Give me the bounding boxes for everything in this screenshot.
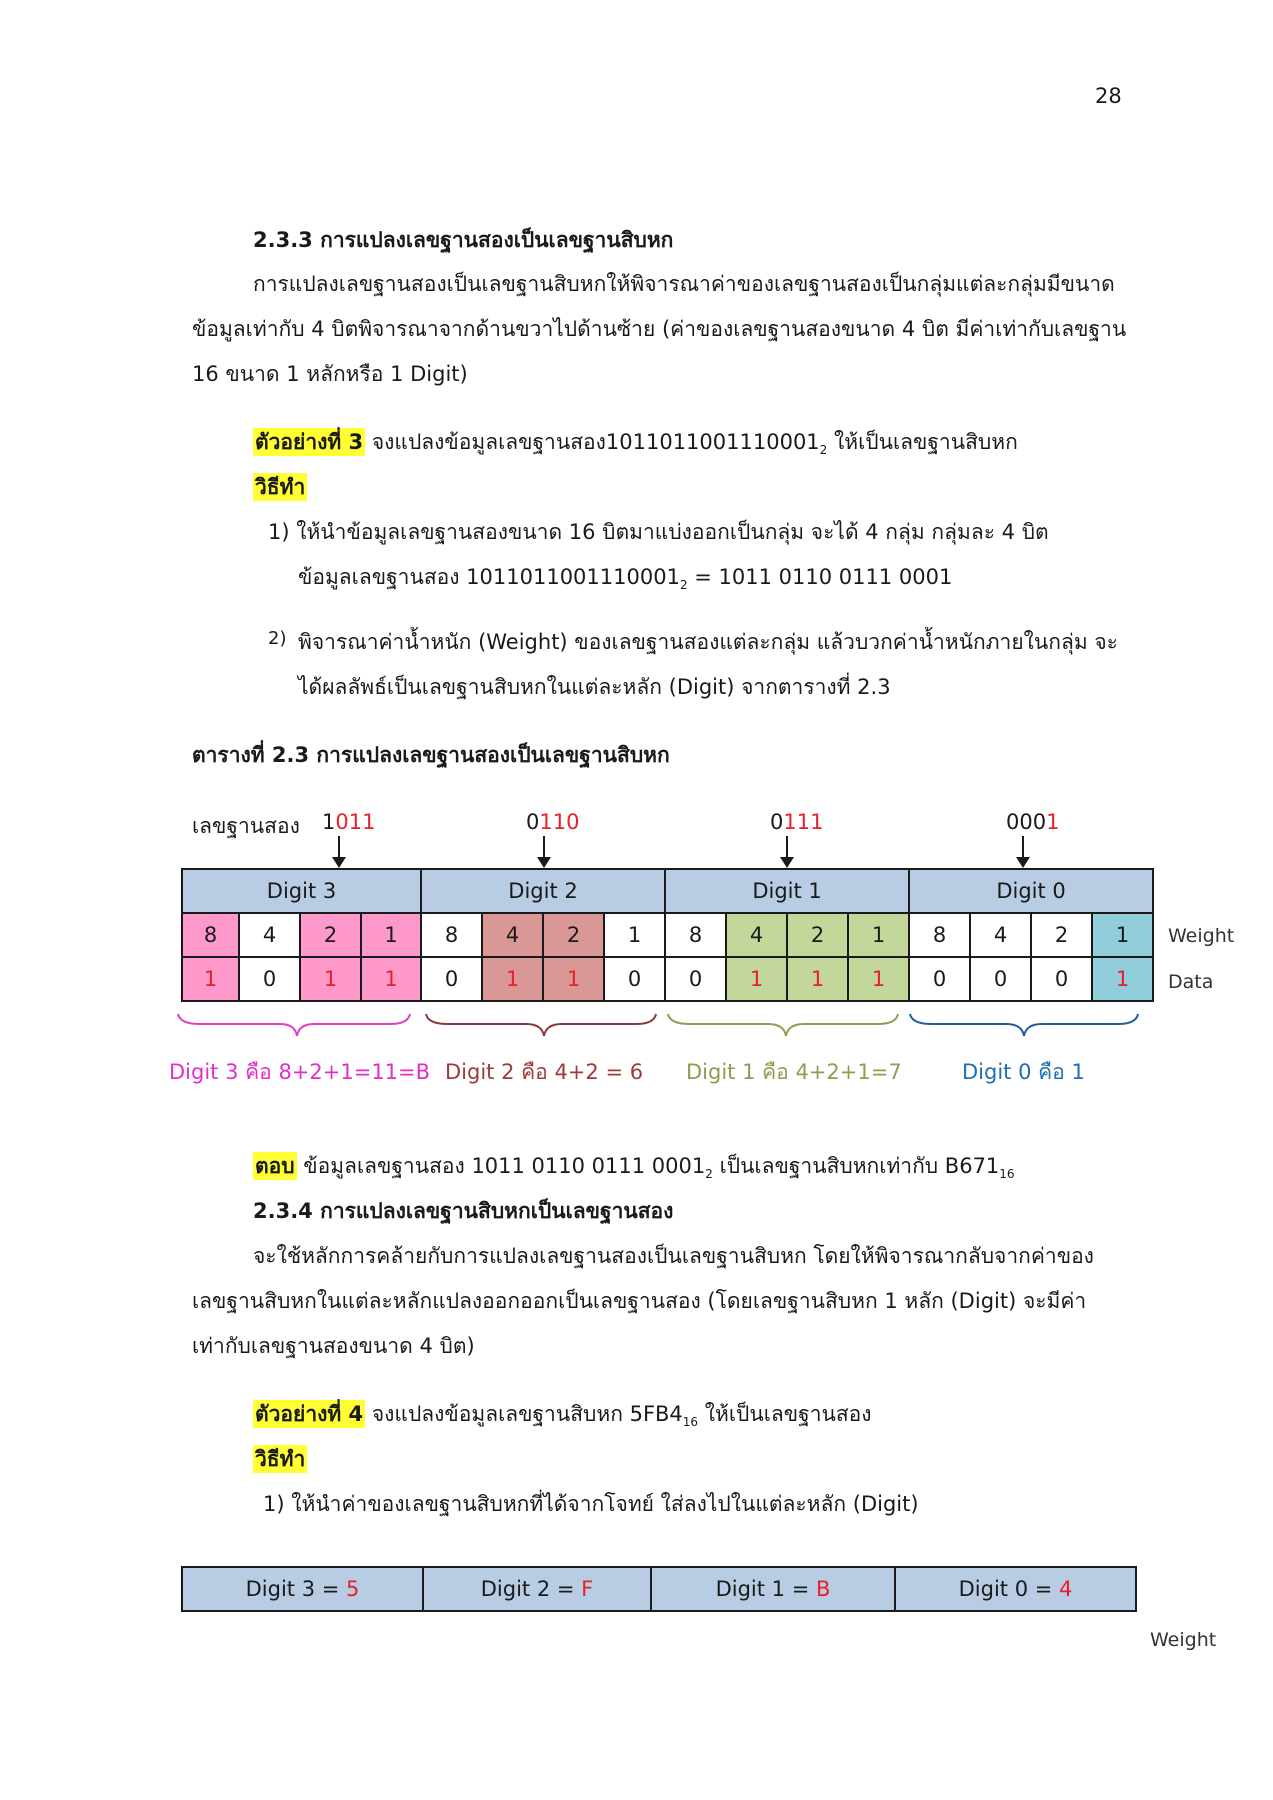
weight-row-label: Weight [1168,925,1235,947]
weight-cell: 1 [361,913,421,957]
hex-digit-cell: Digit 0 = 4 [895,1567,1136,1611]
binary-group-0: 0001 [1006,810,1060,834]
binary-group-3: 1011 [322,810,376,834]
paragraph-line: เลขฐานสิบหกในแต่ละหลักแปลงออกออกเป็นเลขฐานสอง (โดยเลขฐานสิบหก 1 หลัก (Digit) จะมีค่า [192,1289,1087,1313]
weight-cell: 1 [848,913,909,957]
weight-cell: 8 [421,913,482,957]
weight-cell: 1 [604,913,665,957]
sum-digit-1: Digit 1 คือ 4+2+1=7 [686,1060,902,1084]
weight-cell: 2 [543,913,604,957]
group-braces [170,1010,1170,1046]
example-4-line: ตัวอย่างที่ 4 จงแปลงข้อมูลเลขฐานสิบหก $5FB4_{16}$ ให้เป็นเลขฐานสอง [255,1402,872,1430]
down-arrow-icon [543,836,545,866]
section-heading-2-3-3: 2.3.3 การแปลงเลขฐานสองเป็นเลขฐานสิบหก [253,228,674,252]
data-row-label: Data [1168,971,1214,993]
data-cell: 1 [787,957,848,1001]
data-cell: 0 [665,957,726,1001]
hex-digit-row [182,1567,1136,1611]
weight-cell: 4 [482,913,543,957]
hex-digit-table [181,1566,1137,1612]
weight-cell: 8 [665,913,726,957]
method-label: วิธีทำ [255,1447,306,1471]
step-2-number: 2) [268,628,287,649]
weight-cell: 8 [182,913,239,957]
weight-cell: 2 [787,913,848,957]
example-3-line: ตัวอย่างที่ 3 จงแปลงข้อมูลเลขฐานสอง$1011011001110001_2$ ให้เป็นเลขฐานสิบหก [255,430,1018,458]
page-number: 28 [1095,84,1122,108]
step-2-line: ได้ผลลัพธ์เป็นเลขฐานสิบหกในแต่ละหลัก (Digit) จากตารางที่ 2.3 [298,675,891,699]
sum-digit-3: Digit 3 คือ 8+2+1=11=B [169,1060,431,1084]
data-cell: 0 [239,957,300,1001]
step-2-line: พิจารณาค่าน้ำหนัก (Weight) ของเลขฐานสองแต่ละกลุ่ม แล้วบวกค่าน้ำหนักภายในกลุ่ม จะ [298,630,1118,654]
paragraph-line: 16 ขนาด 1 หลักหรือ 1 Digit) [192,362,468,386]
digit-head: Digit 3 [182,869,421,913]
digit-header-row [182,869,1153,913]
method-label: วิธีทำ [255,475,306,499]
paragraph-line: การแปลงเลขฐานสองเป็นเลขฐานสิบหกให้พิจารณาค่าของเลขฐานสองเป็นกลุ่มแต่ละกลุ่มมีขนาด [253,272,1115,296]
weight-cell: 8 [909,913,970,957]
hex-digit-cell: Digit 3 = 5 [182,1567,423,1611]
brace-digit-0 [910,1014,1138,1036]
step-1-line: 1) ให้นำค่าของเลขฐานสิบหกที่ได้จากโจทย์ ใส่ลงไปในแต่ละหลัก (Digit) [263,1492,919,1516]
data-cell: 1 [182,957,239,1001]
data-cell: 0 [970,957,1031,1001]
answer-line: ตอบ ข้อมูลเลขฐานสอง 1011 0110 0111 $0001_2$ เป็นเลขฐานสิบหกเท่ากับ $B671_{16}$ [255,1154,1015,1182]
down-arrow-icon [1022,836,1024,866]
sum-digit-2: Digit 2 คือ 4+2 = 6 [445,1060,644,1084]
weight-cell: 2 [1031,913,1092,957]
weight-cell: 4 [970,913,1031,957]
weight-cell: 1 [1092,913,1153,957]
digit-head: Digit 1 [665,869,909,913]
data-cell: 1 [1092,957,1153,1001]
weight-label: Weight [1150,1629,1217,1651]
brace-digit-1 [668,1014,898,1036]
data-cell: 0 [604,957,665,1001]
binary-group-2: 0110 [526,810,580,834]
paragraph-line: เท่ากับเลขฐานสองขนาด 4 บิต) [192,1334,475,1358]
brace-digit-3 [178,1014,410,1036]
answer-label: ตอบ [255,1154,295,1178]
data-row [182,957,1153,1001]
data-cell: 1 [726,957,787,1001]
example-3-label: ตัวอย่างที่ 3 [255,430,364,454]
data-cell: 1 [361,957,421,1001]
hex-digit-cell: Digit 2 = F [423,1567,651,1611]
digit-head: Digit 2 [421,869,665,913]
data-cell: 1 [848,957,909,1001]
table-caption: ตารางที่ 2.3 การแปลงเลขฐานสองเป็นเลขฐานสิบหก [192,743,670,767]
data-cell: 1 [300,957,361,1001]
weight-data-table [181,868,1154,1002]
digit-head: Digit 0 [909,869,1153,913]
data-cell: 0 [909,957,970,1001]
weight-cell: 4 [239,913,300,957]
weight-row [182,913,1153,957]
down-arrow-icon [338,836,340,866]
data-cell: 0 [1031,957,1092,1001]
data-cell: 0 [421,957,482,1001]
step-1-binary-groups: ข้อมูลเลขฐานสอง $1011011001110001_2 = 1011$ 0110 0111 0001 [298,565,953,593]
data-cell: 1 [482,957,543,1001]
binary-group-1: 0111 [770,810,824,834]
binary-label: เลขฐานสอง [192,814,300,838]
brace-digit-2 [426,1014,656,1036]
sum-digit-0: Digit 0 คือ 1 [962,1060,1085,1084]
data-cell: 1 [543,957,604,1001]
down-arrow-icon [786,836,788,866]
paragraph-line: ข้อมูลเท่ากับ 4 บิตพิจารณาจากด้านขวาไปด้านซ้าย (ค่าของเลขฐานสองขนาด 4 บิต มีค่าเท่ากับเลขฐาน [192,317,1127,341]
weight-cell: 4 [726,913,787,957]
section-heading-2-3-4: 2.3.4 การแปลงเลขฐานสิบหกเป็นเลขฐานสอง [253,1199,674,1223]
paragraph-line: จะใช้หลักการคล้ายกับการแปลงเลขฐานสองเป็นเลขฐานสิบหก โดยให้พิจารณากลับจากค่าของ [253,1244,1094,1268]
example-4-label: ตัวอย่างที่ 4 [255,1402,364,1426]
weight-cell: 2 [300,913,361,957]
hex-digit-cell: Digit 1 = B [651,1567,895,1611]
step-1-line: 1) ให้นำข้อมูลเลขฐานสองขนาด 16 บิตมาแบ่งออกเป็นกลุ่ม จะได้ 4 กลุ่ม กลุ่มละ 4 บิต [268,520,1049,544]
